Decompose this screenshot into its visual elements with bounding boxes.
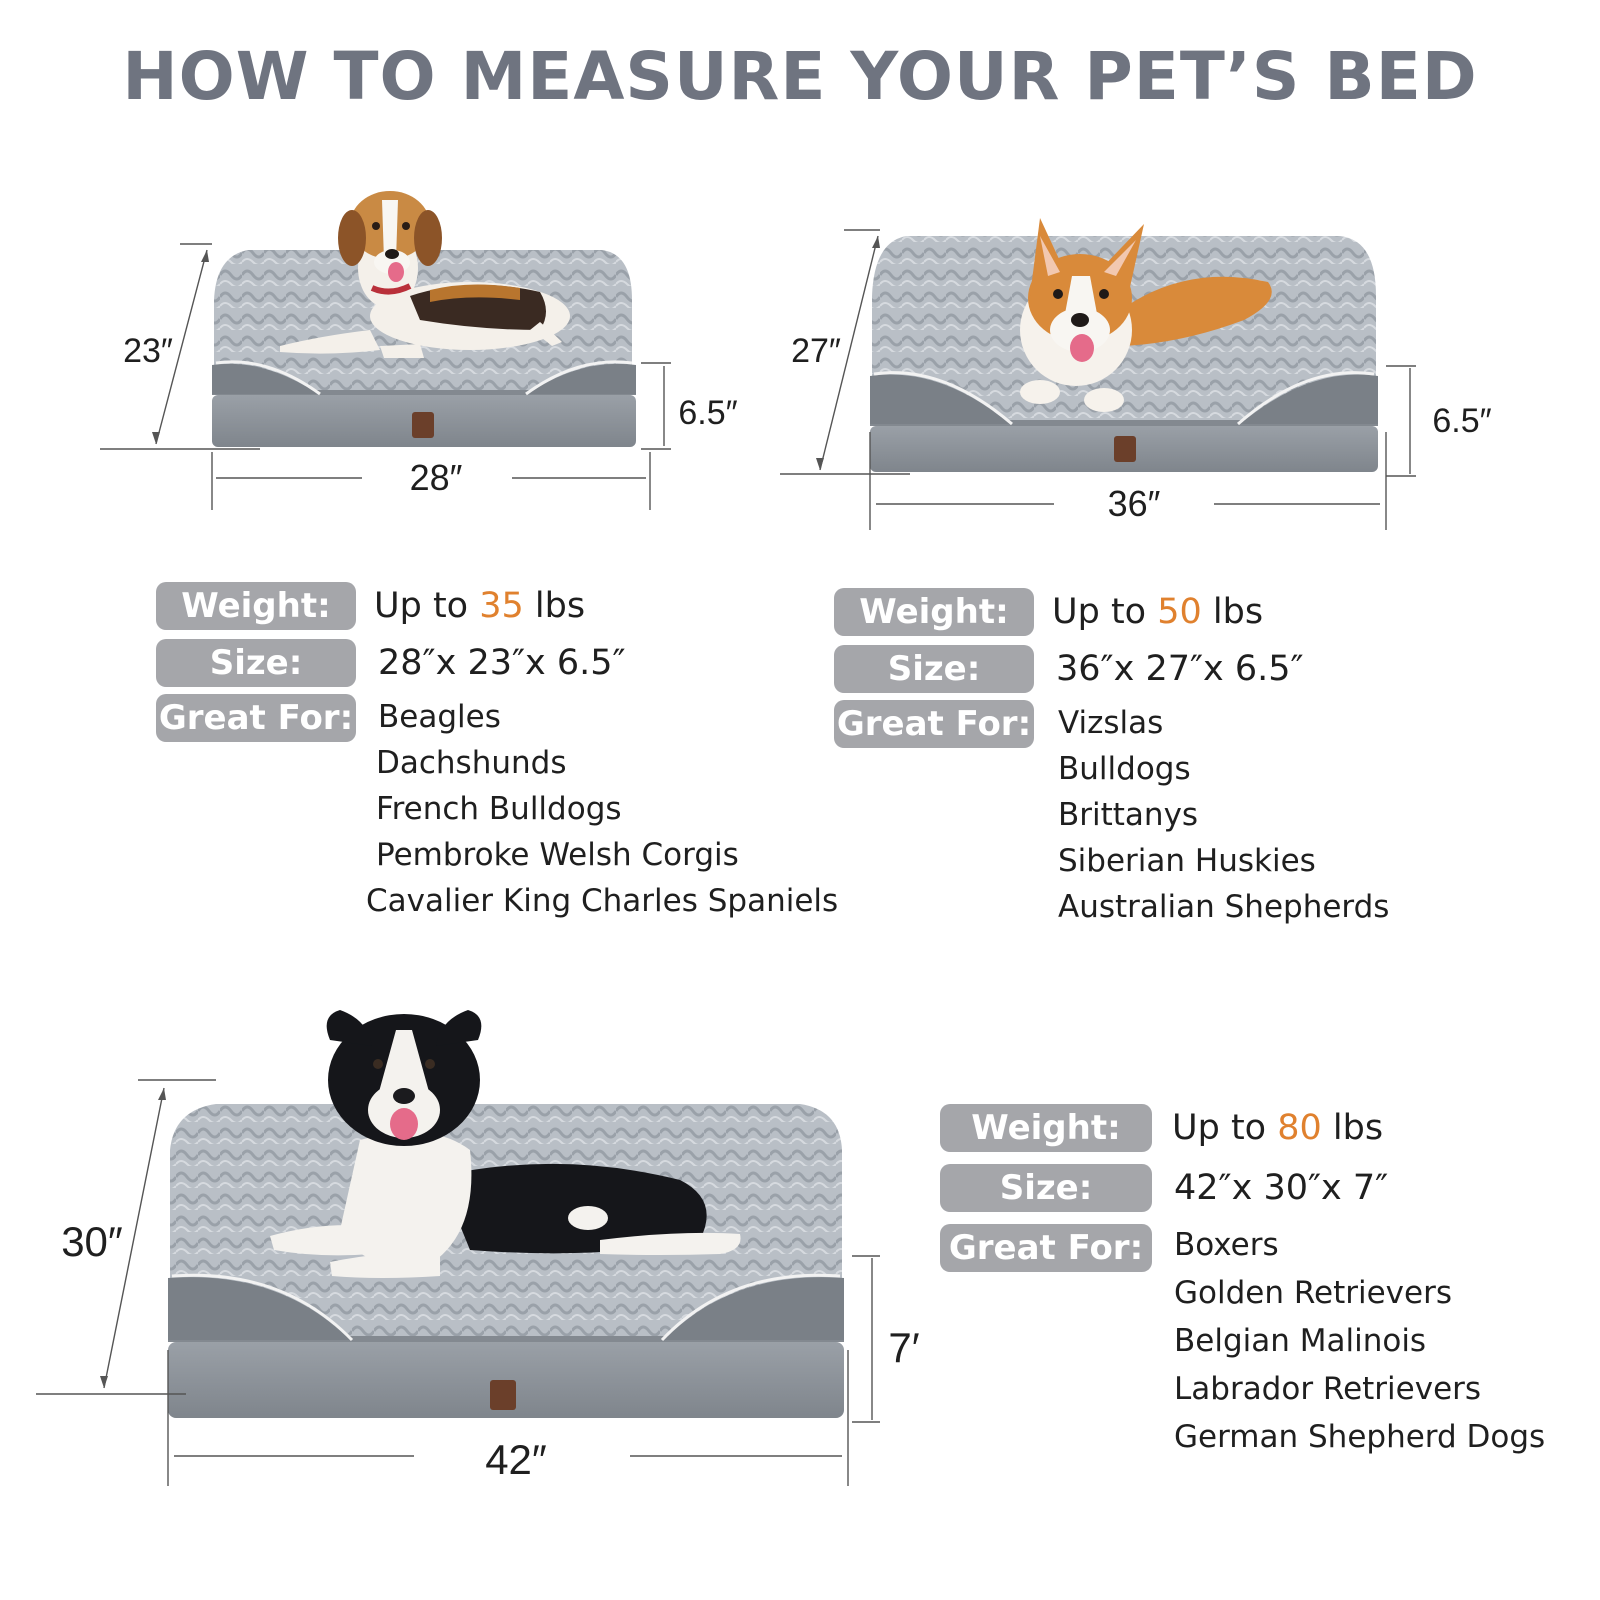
- great-for-pill: Great For:: [156, 694, 356, 742]
- great-for-pill: Great For:: [940, 1224, 1152, 1272]
- size-value: 28″x 23″x 6.5″: [378, 643, 626, 683]
- breed-item: Belgian Malinois: [1174, 1323, 1427, 1359]
- bed-small: [212, 191, 636, 447]
- weight-pill: Weight:: [834, 588, 1034, 636]
- breed-item: Brittanys: [1058, 797, 1199, 833]
- size-pill: Size:: [156, 639, 356, 687]
- breed-item: Golden Retrievers: [1174, 1275, 1452, 1311]
- bed-medium-width-label: 36″: [1107, 483, 1161, 524]
- breed-item: Pembroke Welsh Corgis: [376, 837, 739, 873]
- breed-item: Bulldogs: [1058, 751, 1191, 787]
- bed-medium: [870, 218, 1378, 472]
- breed-item: Siberian Huskies: [1058, 843, 1316, 879]
- bed-small-width-label: 28″: [409, 457, 463, 498]
- size-pill: Size:: [834, 645, 1034, 693]
- bed-medium-height-label: 6.5″: [1432, 402, 1492, 440]
- brand-tag: [1114, 436, 1136, 462]
- bed-small-depth-label: 23″: [123, 332, 173, 370]
- breed-item: Boxers: [1174, 1227, 1279, 1263]
- weight-pill: Weight:: [156, 582, 356, 630]
- breed-item: Labrador Retrievers: [1174, 1371, 1482, 1407]
- weight-value: Up to 50 lbs: [1052, 592, 1264, 632]
- bed-large-depth-label: 30″: [61, 1218, 123, 1265]
- weight-value: Up to 80 lbs: [1172, 1108, 1384, 1148]
- spec-large: [940, 1104, 1590, 1484]
- size-value: 36″x 27″x 6.5″: [1056, 649, 1304, 689]
- bed-small-height-label: 6.5″: [678, 394, 738, 432]
- breed-item: Beagles: [378, 699, 501, 735]
- bed-large-height-label: 7′: [888, 1324, 920, 1371]
- breed-item: Cavalier King Charles Spaniels: [366, 883, 839, 919]
- bed-large-width-label: 42″: [485, 1436, 547, 1483]
- brand-tag: [490, 1380, 516, 1410]
- bed-large: [168, 1010, 844, 1418]
- spec-small: [156, 582, 876, 922]
- bed-medium-depth-label: 27″: [791, 332, 841, 370]
- breed-item: Vizslas: [1058, 705, 1164, 741]
- size-value: 42″x 30″x 7″: [1174, 1168, 1389, 1208]
- weight-value: Up to 35 lbs: [374, 586, 586, 626]
- breed-item: French Bulldogs: [376, 791, 622, 827]
- breed-item: Australian Shepherds: [1058, 889, 1390, 925]
- weight-pill: Weight:: [940, 1104, 1152, 1152]
- size-pill: Size:: [940, 1164, 1152, 1212]
- breed-item: Dachshunds: [376, 745, 567, 781]
- breed-item: German Shepherd Dogs: [1174, 1419, 1546, 1455]
- page-title: HOW TO MEASURE YOUR PET’S BED: [122, 38, 1478, 115]
- brand-tag: [412, 412, 434, 438]
- spec-medium: [834, 588, 1554, 928]
- great-for-pill: Great For:: [834, 700, 1034, 748]
